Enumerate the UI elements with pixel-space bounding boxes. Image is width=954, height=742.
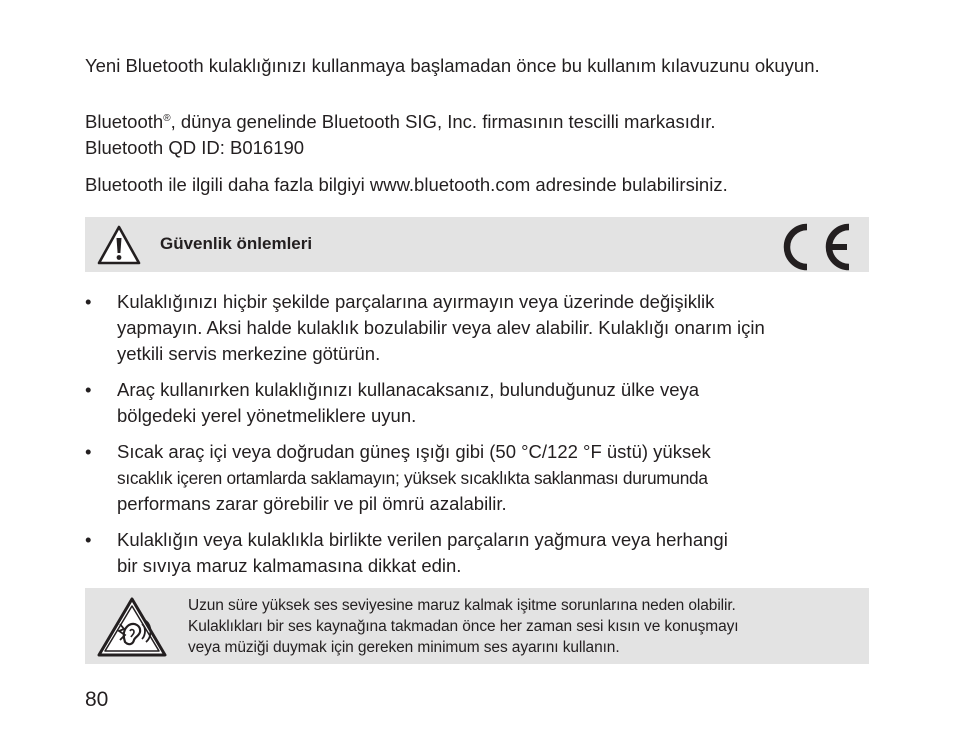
hearing-damage-warning-icon [96, 596, 168, 663]
qd-id: Bluetooth QD ID: B016190 [85, 137, 305, 158]
trademark-text: , dünya genelinde Bluetooth SIG, Inc. firmasının tescilli markasıdır. [170, 111, 716, 132]
safety-header-band [85, 217, 869, 272]
safety-title: Güvenlik önlemleri [160, 234, 313, 253]
hearing-warning-text [188, 595, 863, 658]
bullet-line: bir sıvıya maruz kalmamasına dikkat edin. [117, 555, 462, 576]
bullet-marker: • [85, 441, 92, 462]
bullet-line: yetkili servis merkezine götürün. [117, 343, 381, 364]
bullet-line: bölgedeki yerel yönetmeliklere uyun. [117, 405, 417, 426]
hearing-warning-band [85, 588, 869, 664]
trademark-word: Bluetooth [85, 111, 164, 132]
ce-mark-icon [773, 221, 855, 278]
registered-symbol: ® [163, 113, 171, 124]
hearing-line: Kulaklıkları bir ses kaynağına takmadan önce her zaman sesi kısın ve konuşmayı [188, 618, 739, 635]
more-info-text: Bluetooth ile ilgili daha fazla bilgiyi www.bluetooth.com adresinde bulabilirsiniz. [85, 174, 728, 195]
bullet-line: yapmayın. Aksi halde kulaklık bozulabilir veya alev alabilir. Kulaklığı onarım için [117, 317, 765, 338]
bullet-line: Kulaklığın veya kulaklıkla birlikte verilen parçaların yağmura veya herhangi [117, 529, 728, 550]
page-number: 80 [85, 688, 109, 711]
safety-bullet-item [85, 527, 875, 579]
hearing-line: veya müziği duymak için gereken minimum ses ayarını kullanın. [188, 639, 620, 656]
bullet-line: sıcaklık içeren ortamlarda saklamayın; yüksek sıcaklıkta saklanması durumunda [117, 468, 708, 488]
bullet-line: Kulaklığınızı hiçbir şekilde parçalarına ayırmayın veya üzerinde değişiklik [117, 291, 715, 312]
bullet-line: performans zarar görebilir ve pil ömrü azalabilir. [117, 493, 507, 514]
safety-bullet-item [85, 377, 875, 429]
intro-trademark-block [85, 109, 875, 161]
bullet-marker: • [85, 291, 92, 312]
warning-triangle-icon [96, 224, 142, 271]
intro-read-manual-text: Yeni Bluetooth kulaklığınızı kullanmaya başlamadan önce bu kullanım kılavuzunu okuyun. [85, 55, 820, 76]
bullet-line: Araç kullanırken kulaklığınızı kullanacaksanız, bulunduğunuz ülke veya [117, 379, 700, 400]
bullet-marker: • [85, 379, 92, 400]
safety-bullet-item [85, 289, 875, 367]
bullet-line: Sıcak araç içi veya doğrudan güneş ışığı gibi (50 °C/122 °F üstü) yüksek [117, 441, 711, 462]
hearing-line: Uzun süre yüksek ses seviyesine maruz kalmak işitme sorunlarına neden olabilir. [188, 597, 736, 614]
intro-read-manual [85, 53, 875, 79]
intro-more-info [85, 172, 875, 198]
safety-bullet-list [85, 289, 875, 589]
bullet-marker: • [85, 529, 92, 550]
safety-bullet-item [85, 439, 875, 517]
